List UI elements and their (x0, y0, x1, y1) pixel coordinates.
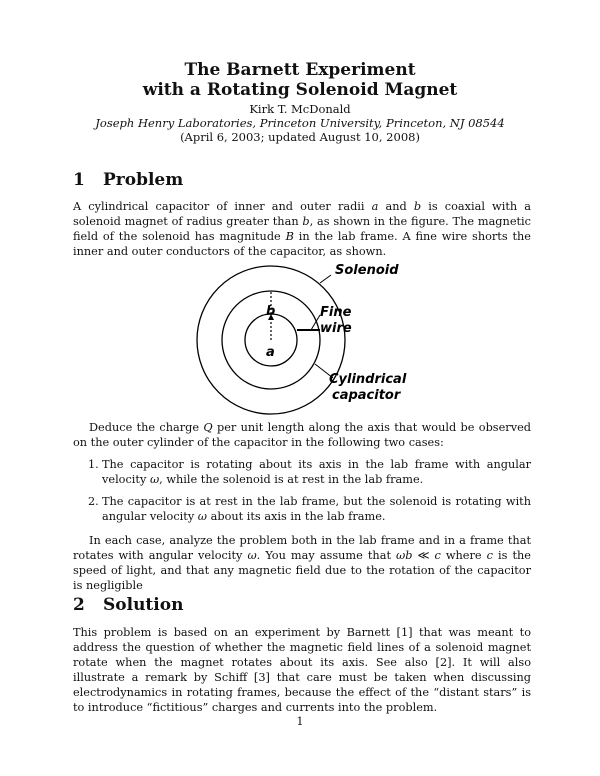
math-var: ω (197, 510, 208, 523)
problem-paragraph-1 (73, 199, 531, 259)
section-heading-solution (73, 595, 183, 615)
fine-label: Fine (320, 305, 352, 320)
text-run: In each case, analyze the problem both in the lab frame and in a frame that rotates with angular velocity (73, 534, 531, 562)
text-run: The capacitor is at rest in the lab frame, but the solenoid is rotating with angular velocity (102, 495, 531, 523)
solenoid-label: Solenoid (335, 263, 399, 278)
author-block (0, 102, 600, 144)
author-name: Kirk T. McDonald (249, 102, 351, 116)
problem-paragraph-3 (73, 533, 531, 593)
math-var: ωb (396, 549, 413, 562)
solution-paragraph-1: This problem is based on an experiment by Barnett [1] that was meant to address the question of whether the magnetic field lines of a solenoid magnet rotate when the magnet rotates about its axis. See also [2]. It will also illustrate a remark by Schiff [3] that care must be taken when discussing electrodynamics in rotating frames, because the effect of the “distant stars” is to introduce “fictitious” charges and currents into the problem. (73, 626, 531, 714)
capacitor-label: capacitor (332, 388, 401, 403)
text-run: , while the solenoid is at rest in the lab frame. (159, 473, 424, 486)
section-title: Problem (103, 170, 184, 190)
math-var: ω (149, 473, 160, 486)
list-item-label: 2. (88, 495, 99, 508)
list-item-text (102, 494, 531, 524)
text-run: is coaxial with a solenoid magnet of radius greater than (73, 200, 531, 228)
b-label: b (266, 304, 276, 319)
text-run: about its axis in the lab frame. (207, 510, 386, 523)
section-title: Solution (103, 595, 184, 615)
cylindrical-label: Cylindrical (329, 372, 407, 387)
math-var: b (413, 200, 422, 213)
paper-title (0, 60, 600, 100)
text-run: is the speed of light, and that any magnetic field due to the rotation of the capacitor is negligible (73, 549, 531, 592)
text-run: . You may assume that (256, 549, 397, 562)
list-item-label: 1. (88, 458, 99, 471)
figure-svg (195, 258, 445, 418)
paper-date: (April 6, 2003; updated August 10, 2008) (180, 130, 420, 144)
text-run: , as shown in the figure. The magnetic field of the solenoid has magnitude (73, 215, 531, 243)
a-label: a (266, 345, 275, 360)
text-run: Deduce the charge (89, 421, 204, 434)
list-item-text (102, 457, 531, 487)
text-run: per unit length along the axis that would be observed on the outer cylinder of the capacitor in the following two cases: (73, 421, 531, 449)
section-heading-problem (73, 170, 183, 190)
math-var: B (285, 230, 294, 243)
page-number: 1 (296, 715, 304, 728)
title-line-2: with a Rotating Solenoid Magnet (142, 80, 458, 100)
wire-label: wire (320, 321, 352, 336)
problem-paragraph-2 (73, 420, 531, 450)
capacitor-figure (195, 258, 445, 418)
text-run: where (440, 549, 487, 562)
text-run: in the lab frame. A fine wire shorts the inner and outer conductors of the capacitor, as shown. (73, 230, 531, 258)
solenoid-pointer (320, 275, 331, 283)
text-run: The capacitor is rotating about its axis in the lab frame with angular velocity (102, 458, 531, 486)
section-number: 2 (73, 595, 85, 615)
title-line-1: The Barnett Experiment (184, 60, 416, 80)
text-run: and (378, 200, 414, 213)
text-run: ≪ (412, 549, 435, 562)
math-var: a (371, 200, 379, 213)
math-var: c (486, 549, 493, 562)
math-var: ω (247, 549, 257, 562)
math-var: Q (203, 421, 213, 434)
section-number: 1 (73, 170, 85, 190)
text-run: A cylindrical capacitor of inner and outer radii (73, 200, 372, 213)
math-var: b (302, 215, 310, 228)
author-affiliation: Joseph Henry Laboratories, Princeton University, Princeton, NJ 08544 (95, 116, 505, 130)
math-var: c (434, 549, 441, 562)
